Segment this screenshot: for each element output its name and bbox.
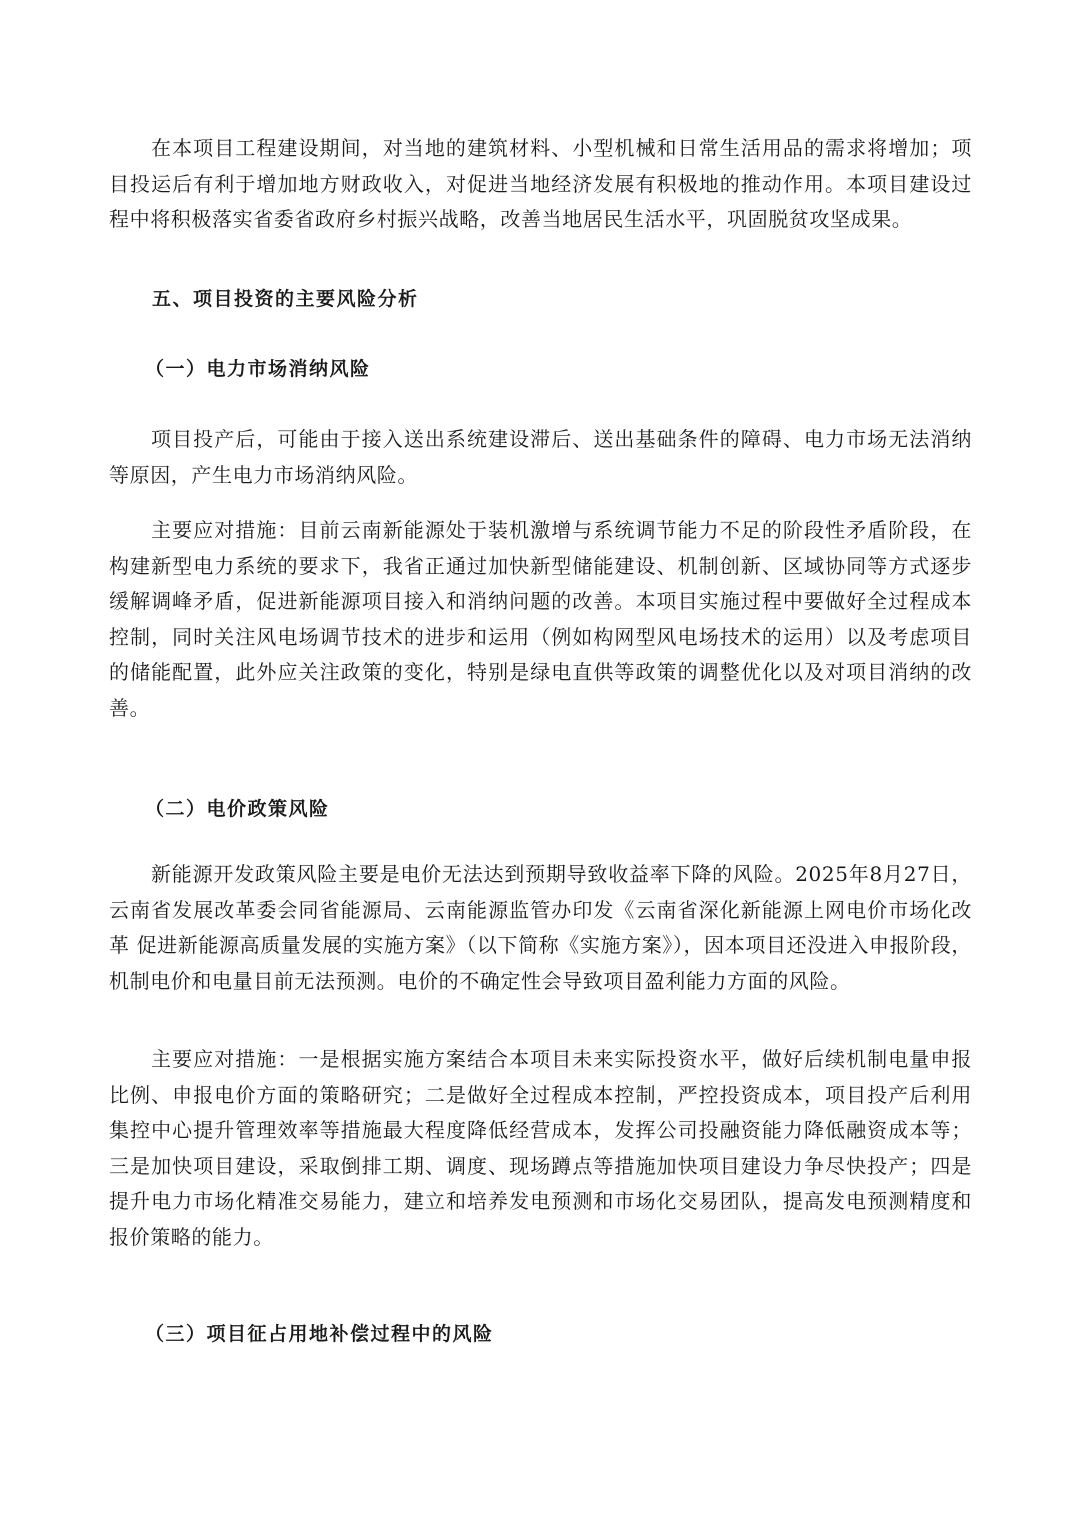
section-heading-investment-risk: 五、项目投资的主要风险分析 <box>152 288 419 310</box>
subheading-price-policy-risk: （二）电价政策风险 <box>145 798 330 820</box>
subheading-market-absorption-risk: （一）电力市场消纳风险 <box>145 358 371 380</box>
paragraph-local-economy: 在本项目工程建设期间，对当地的建筑材料、小型机械和日常生活用品的需求将增加；项目投运后有利于增加地方财政收入，对促进当地经济发展有积极地的推动作用。本项目建设过程中将积极落实省委省政府乡村振兴战略，改善当地居民生活水平，巩固脱贫攻坚成果。 <box>109 136 972 231</box>
subheading-land-compensation-risk: （三）项目征占用地补偿过程中的风险 <box>145 1323 494 1345</box>
paragraph-price-policy-measures: 主要应对措施：一是根据实施方案结合本项目未来实际投资水平，做好后续机制电量申报比例、申报电价方面的策略研究；二是做好全过程成本控制，严控投资成本，项目投产后利用集控中心提升管理效率等措施最大程度降低经营成本，发挥公司投融资能力降低融资成本等；三是加快项目建设，采取倒排工期、调度、现场蹲点等措施加快项目建设力争尽快投产；四是提升电力市场化精准交易能力，建立和培养发电预测和市场化交易团队，提高发电预测精度和报价策略的能力。 <box>109 1047 972 1249</box>
paragraph-price-policy-risk: 新能源开发政策风险主要是电价无法达到预期导致收益率下降的风险。2025年8月27日，云南省发展改革委会同省能源局、云南能源监管办印发《云南省深化新能源上网电价市场化改革 促进新能源高质量发展的实施方案》（以下简称《实施方案》），因本项目还没进入申报阶段，机制电价和电量目前无法预测。电价的不确定性会导致项目盈利能力方面的风险。 <box>109 862 972 993</box>
paragraph-market-absorption-risk: 项目投产后，可能由于接入送出系统建设滞后、送出基础条件的障碍、电力市场无法消纳等原因，产生电力市场消纳风险。 <box>109 427 972 487</box>
paragraph-market-absorption-measures: 主要应对措施：目前云南新能源处于装机激增与系统调节能力不足的阶段性矛盾阶段，在构建新型电力系统的要求下，我省正通过加快新型储能建设、机制创新、区域协同等方式逐步缓解调峰矛盾，促进新能源项目接入和消纳问题的改善。本项目实施过程中要做好全过程成本控制，同时关注风电场调节技术的进步和运用（例如构网型风电场技术的运用）以及考虑项目的储能配置，此外应关注政策的变化，特别是绿电直供等政策的调整优化以及对项目消纳的改善。 <box>109 518 972 720</box>
